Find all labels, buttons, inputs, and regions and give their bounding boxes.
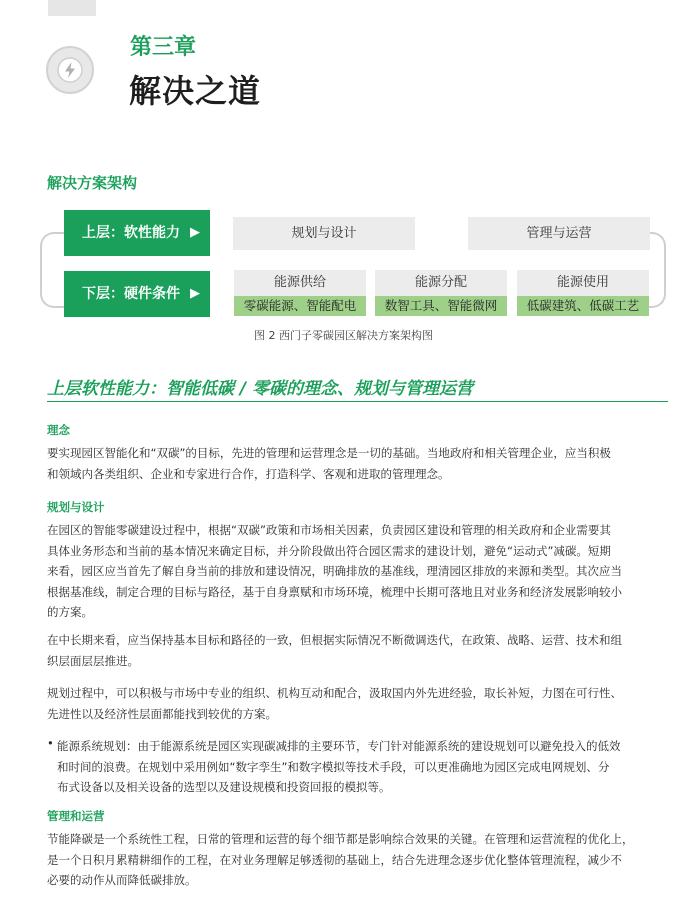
figure-caption: 图 2 西门子零碳园区解决方案架构图 [254, 329, 433, 342]
energy-distribution-column [375, 270, 507, 316]
lightning-icon [46, 46, 94, 94]
operations-heading: 管理和运营 [47, 809, 105, 823]
bullet-mark: • [47, 736, 54, 750]
text-line: 节能降碳是一个系统性工程，日常的管理和运营的每个细节都是影响综合效果的关键。在管理和运营流程的优化上， [47, 832, 634, 846]
heading-divider [47, 401, 668, 402]
operations-paragraph [47, 829, 669, 891]
upper-layer-text: 上层：软性能力 [82, 225, 180, 241]
text-line: 能源系统规划：由于能源系统是园区实现碳减排的主要环节，专门针对能源系统的建设规划可以避免投入的低效 [57, 739, 621, 753]
text-line: 规划过程中，可以积极与市场中专业的组织、机构互动和配合，汲取国内外先进经验，取长补短，力图在可行性、 [47, 686, 622, 700]
chapter-tab [48, 0, 96, 16]
column-sub: 数智工具、智能微网 [375, 296, 507, 316]
planning-heading: 规划与设计 [47, 500, 105, 514]
column-head: 能源分配 [414, 275, 467, 290]
subsection-heading: 上层软性能力：智能低碳 / 零碳的理念、规划与管理运营 [47, 379, 474, 399]
planning-paragraph-3 [47, 683, 669, 724]
text-line: 织层面层层推进。 [47, 653, 139, 668]
planning-paragraph-1 [47, 520, 669, 623]
concept-heading: 理念 [47, 423, 70, 437]
lower-layer-label [64, 271, 210, 317]
arrow-right-icon: ▶ [190, 225, 200, 240]
energy-planning-bullet [57, 736, 669, 798]
concept-paragraph [47, 443, 669, 484]
text-line: 在中长期来看，应当保持基本目标和路径的一致，但根据实际情况不断微调迭代，在政策、战略、运营、技术和组 [47, 633, 622, 647]
text-line: 必要的动作从而降低碳排放。 [47, 873, 197, 887]
text-line: 根据基准线，制定合理的目标与路径，基于自身禀赋和市场环境，梳理中长期可落地且对业务和经济发展影响较小 [47, 584, 622, 599]
column-sub: 低碳建筑、低碳工艺 [517, 296, 649, 316]
energy-supply-column [234, 270, 366, 316]
text-line: 先进性以及经济性层面都能找到较优的方案。 [47, 706, 277, 721]
section-title: 解决方案架构 [47, 174, 138, 192]
planning-paragraph-2 [47, 630, 669, 671]
text-line: 在园区的智能零碳建设过程中，根据“双碳”政策和市场相关因素，负责园区建设和管理的相关政府和企业需要其 [47, 523, 611, 537]
chapter-title: 解决之道 [129, 72, 262, 110]
text-line: 布式设备以及相关设备的选型以及建设规模和投资回报的模拟等。 [57, 780, 391, 794]
management-box: 管理与运营 [468, 217, 650, 250]
text-line: 具体业务形态和当前的基本情况来确定目标，并分阶段做出符合园区需求的建设计划，避免“运动式”减碳。短期 [47, 543, 611, 558]
text-line: 的方案。 [47, 605, 93, 619]
text-line: 和领域内各类组织、企业和专家进行合作，打造科学、客观和进取的管理理念。 [47, 466, 450, 481]
lower-layer-text: 下层：硬件条件 [82, 286, 180, 302]
text-line: 来看，园区应当首先了解自身当前的排放和建设情况，明确排放的基准线，理清园区排放的来源和类型。其次应当 [47, 564, 622, 578]
plan-design-box: 规划与设计 [233, 217, 415, 250]
text-line: 要实现园区智能化和“双碳”的目标，先进的管理和运营理念是一切的基础。当地政府和相关管理企业，应当积极 [47, 446, 611, 460]
column-head: 能源使用 [556, 275, 609, 290]
energy-use-column [517, 270, 649, 316]
text-line: 和时间的浪费。在规划中采用例如“数字孪生”和数字模拟等技术手段，可以更准确地为园区完成电网规划、分 [57, 759, 610, 774]
upper-layer-label [64, 210, 210, 256]
chapter-number: 第三章 [130, 35, 197, 60]
arrow-right-icon: ▶ [190, 286, 200, 301]
column-head: 能源供给 [273, 275, 326, 290]
column-sub: 零碳能源、智能配电 [234, 296, 366, 316]
text-line: 是一个日积月累精耕细作的工程，在对业务理解足够透彻的基础上，结合先进理念逐步优化整体管理流程，减少不 [47, 852, 622, 867]
